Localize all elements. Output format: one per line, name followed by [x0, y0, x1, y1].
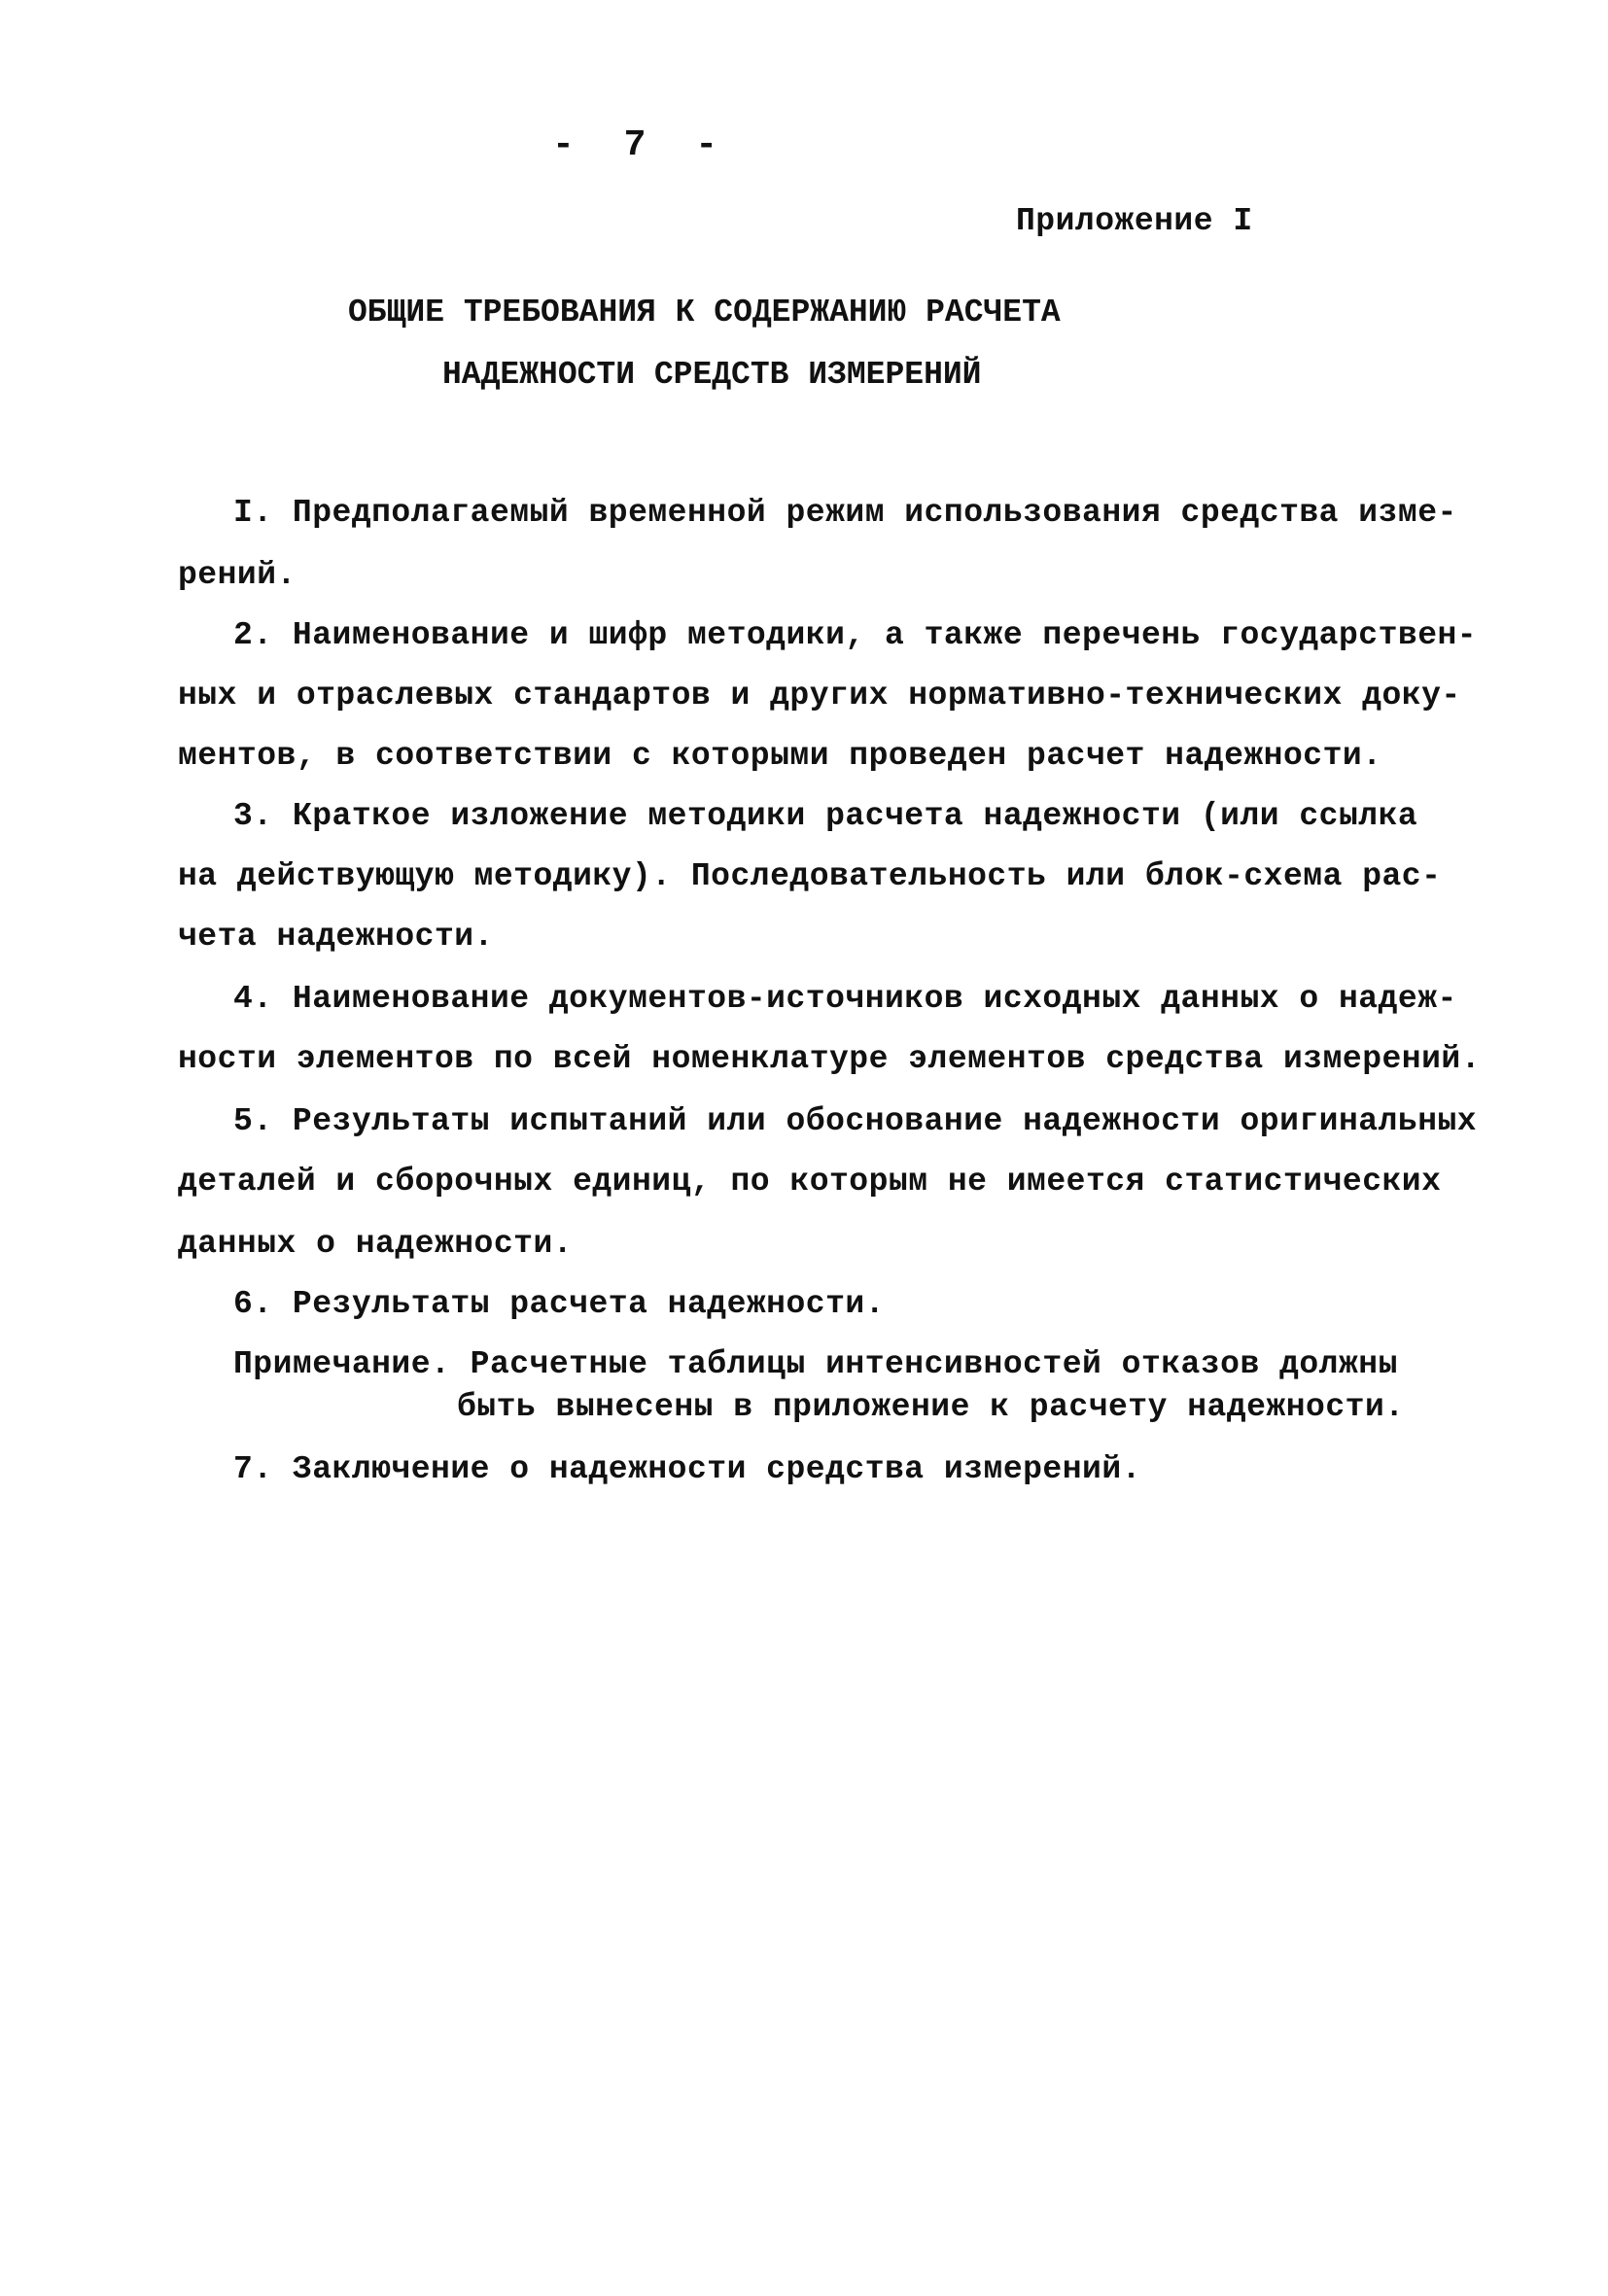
item-5-line-1: 5. Результаты испытаний или обоснование надежности оригинальных — [233, 1103, 1478, 1139]
item-2-line-2: ных и отраслевых стандартов и других нормативно-технических доку- — [178, 678, 1461, 713]
item-2-line-1: 2. Наименование и шифр методики, а также перечень государствен- — [233, 617, 1478, 653]
item-3-line-2: на действующую методику). Последовательность или блок-схема рас- — [178, 858, 1442, 894]
item-5-line-2: деталей и сборочных единиц, по которым не имеется статистических — [178, 1164, 1442, 1200]
item-3-line-3: чета надежности. — [178, 919, 494, 955]
item-4-line-2: ности элементов по всей номенклатуре элементов средства измерений. — [178, 1041, 1482, 1077]
item-2-line-3: ментов, в соответствии с которыми проведен расчет надежности. — [178, 738, 1382, 774]
item-1-line-1: I. Предполагаемый временной режим использования средства изме- — [233, 495, 1457, 531]
item-5-line-3: данных о надежности. — [178, 1226, 574, 1262]
title-line-1: ОБЩИЕ ТРЕБОВАНИЯ К СОДЕРЖАНИЮ РАСЧЕТА — [348, 295, 1061, 330]
item-7-line-1: 7. Заключение о надежности средства измерений. — [233, 1451, 1141, 1487]
appendix-label: Приложение I — [1016, 203, 1253, 239]
item-1-line-2: рений. — [178, 557, 297, 593]
note-line-2: быть вынесены в приложение к расчету надежности. — [457, 1389, 1405, 1425]
page-number: - 7 - — [552, 124, 732, 166]
item-6-line-1: 6. Результаты расчета надежности. — [233, 1286, 886, 1322]
item-4-line-1: 4. Наименование документов-источников исходных данных о надеж- — [233, 981, 1457, 1017]
title-line-2: НАДЕЖНОСТИ СРЕДСТВ ИЗМЕРЕНИЙ — [442, 357, 982, 393]
item-3-line-1: 3. Краткое изложение методики расчета надежности (или ссылка — [233, 798, 1418, 834]
note-line-1: Примечание. Расчетные таблицы интенсивностей отказов должны — [233, 1346, 1398, 1382]
